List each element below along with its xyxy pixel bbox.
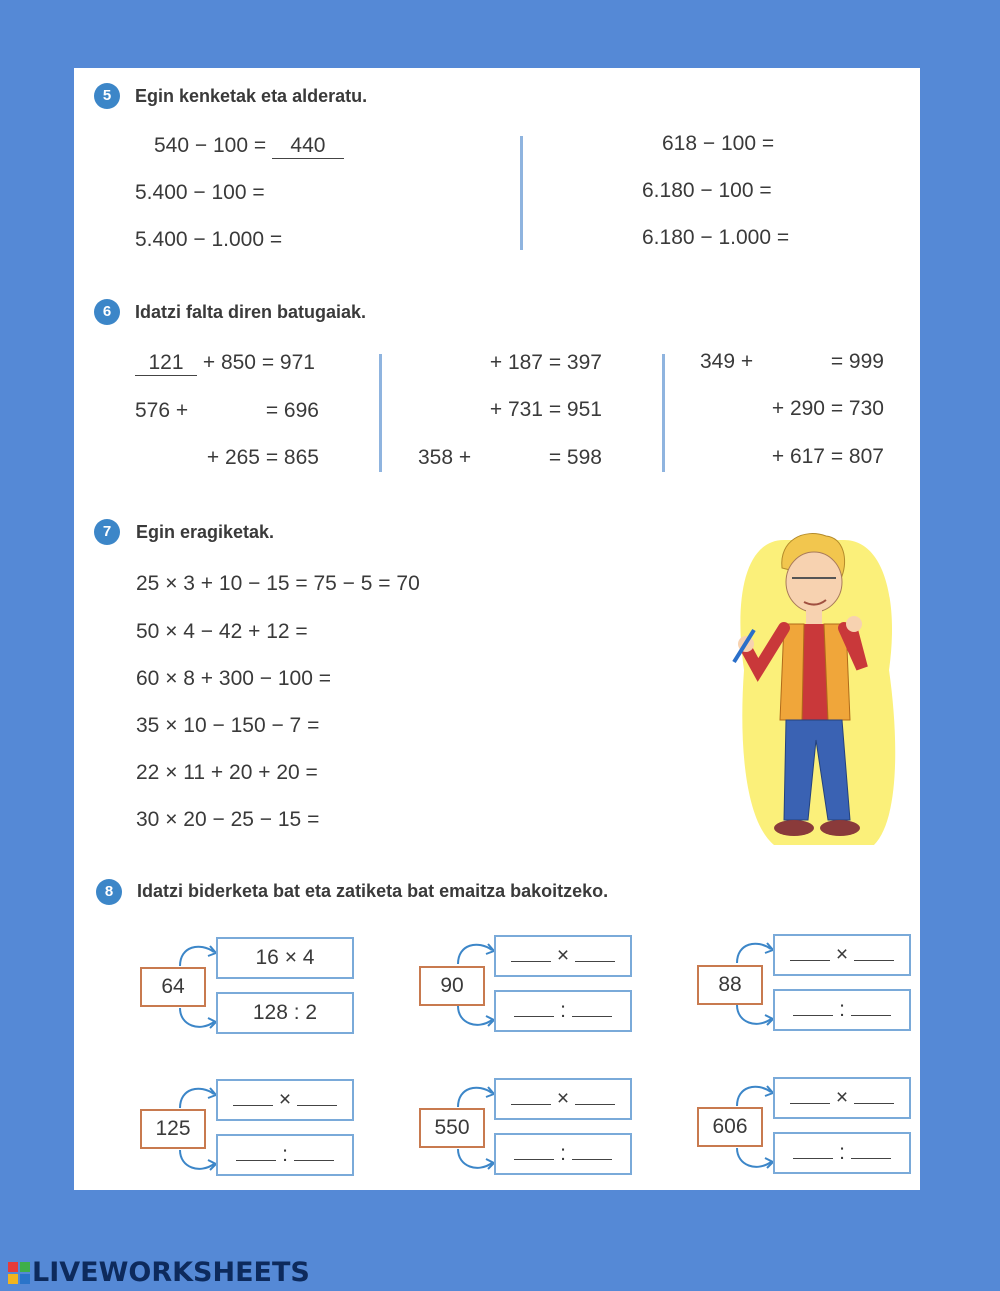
- section-7-title: Egin eragiketak.: [136, 522, 275, 542]
- s7-row-5: 30 × 20 − 25 − 15 =: [136, 808, 320, 831]
- blank[interactable]: [514, 1143, 554, 1160]
- blank[interactable]: [575, 945, 615, 962]
- multiplication-box: ×: [494, 1078, 632, 1120]
- answer-input[interactable]: [135, 447, 201, 469]
- footer-brand[interactable]: LIVEWORKSHEETS: [32, 1257, 310, 1288]
- division-box: 128 : 2: [216, 992, 354, 1034]
- s5-left-row-3: 5.400 − 1.000 =: [135, 228, 368, 252]
- multiplication-box: ×: [773, 1077, 911, 1119]
- blank[interactable]: [572, 1000, 612, 1017]
- result-box: 125: [140, 1109, 206, 1149]
- answer-input[interactable]: [288, 229, 368, 251]
- answer-input[interactable]: [418, 352, 484, 374]
- s6-c3-row-3: + 617 = 807: [700, 445, 884, 469]
- blank[interactable]: [854, 944, 894, 961]
- s6-c3-row-1: 349 + = 999: [700, 350, 884, 373]
- answer-input[interactable]: [477, 447, 543, 469]
- blank[interactable]: [851, 1142, 891, 1159]
- s6-c1-row-3: + 265 = 865: [135, 446, 319, 470]
- multiplication-box: ×: [773, 934, 911, 976]
- section-6-badge: 6: [94, 299, 120, 325]
- s7-example: 25 × 3 + 10 − 15 = 75 − 5 = 70: [136, 572, 420, 595]
- result-box: 550: [419, 1108, 485, 1148]
- divider: [520, 136, 523, 250]
- liveworksheets-logo-icon: [8, 1262, 30, 1284]
- division-box: :: [494, 1133, 632, 1175]
- division-box: :: [494, 990, 632, 1032]
- section-8-badge: 8: [96, 879, 122, 905]
- s5-right-row-2: 6.180 − 100 =: [642, 179, 857, 203]
- s5-left-row-2: 5.400 − 100 =: [135, 181, 350, 205]
- division-box: :: [773, 989, 911, 1031]
- s5-right-row-3: 6.180 − 1.000 =: [642, 226, 875, 250]
- multiplication-box: ×: [216, 1079, 354, 1121]
- blank[interactable]: [572, 1143, 612, 1160]
- s7-row-1: 50 × 4 − 42 + 12 =: [136, 620, 308, 643]
- s6-c1-row-1: 121 + 850 = 971: [135, 351, 315, 376]
- blank[interactable]: [790, 944, 830, 961]
- divider: [662, 354, 665, 472]
- blank[interactable]: [790, 1087, 830, 1104]
- answer-input[interactable]: [378, 712, 669, 736]
- answer-filled: 440: [272, 134, 344, 159]
- result-box: 90: [419, 966, 485, 1006]
- s5-left-row-1: 540 − 100 = 440: [154, 134, 344, 159]
- answer-input[interactable]: [759, 351, 825, 373]
- answer-input[interactable]: [365, 618, 669, 642]
- result-box: 64: [140, 967, 206, 1007]
- answer-input[interactable]: [391, 665, 669, 689]
- blank[interactable]: [511, 1088, 551, 1105]
- multiplication-box: 16 × 4: [216, 937, 354, 979]
- answer-input[interactable]: [194, 400, 260, 422]
- s6-c2-row-3: 358 + = 598: [418, 446, 602, 469]
- blank[interactable]: [236, 1144, 276, 1161]
- blank[interactable]: [294, 1144, 334, 1161]
- multiplication-box: ×: [494, 935, 632, 977]
- answer-input[interactable]: [700, 398, 766, 420]
- s6-c1-row-2: 576 + = 696: [135, 399, 319, 422]
- blank[interactable]: [793, 999, 833, 1016]
- s6-c2-row-1: + 187 = 397: [418, 351, 602, 375]
- section-7-badge: 7: [94, 519, 120, 545]
- section-5-title: Egin kenketak eta alderatu.: [135, 86, 368, 106]
- blank[interactable]: [793, 1142, 833, 1159]
- answer-input[interactable]: [270, 182, 350, 204]
- answer-input[interactable]: [418, 399, 484, 421]
- blank[interactable]: [511, 945, 551, 962]
- answer-input[interactable]: [700, 446, 766, 468]
- blank[interactable]: [854, 1087, 894, 1104]
- result-box: 606: [697, 1107, 763, 1147]
- answer-input[interactable]: [379, 757, 669, 781]
- worksheet-page: [74, 68, 920, 1190]
- boy-illustration: [724, 520, 904, 850]
- blank[interactable]: [851, 999, 891, 1016]
- result-box: 88: [697, 965, 763, 1005]
- section-6-title: Idatzi falta diren batugaiak.: [135, 302, 367, 322]
- s7-row-3: 35 × 10 − 150 − 7 =: [136, 714, 320, 737]
- blank[interactable]: [514, 1000, 554, 1017]
- answer-input[interactable]: [795, 227, 875, 249]
- s6-c3-row-2: + 290 = 730: [700, 397, 884, 421]
- s5-right-row-1: 618 − 100 =: [662, 132, 860, 156]
- answer-input[interactable]: [777, 180, 857, 202]
- s7-row-4: 22 × 11 + 20 + 20 =: [136, 761, 318, 784]
- division-box: :: [216, 1134, 354, 1176]
- s7-row-2: 60 × 8 + 300 − 100 =: [136, 667, 332, 690]
- blank[interactable]: [575, 1088, 615, 1105]
- answer-filled: 121: [135, 351, 197, 376]
- answer-input[interactable]: [780, 133, 860, 155]
- answer-input[interactable]: [379, 805, 669, 829]
- division-box: :: [773, 1132, 911, 1174]
- section-5-badge: 5: [94, 83, 120, 109]
- s6-c2-row-2: + 731 = 951: [418, 398, 602, 422]
- section-8-title: Idatzi biderketa bat eta zatiketa bat emaitza bakoitzeko.: [137, 881, 609, 901]
- blank[interactable]: [297, 1089, 337, 1106]
- divider: [379, 354, 382, 472]
- blank[interactable]: [233, 1089, 273, 1106]
